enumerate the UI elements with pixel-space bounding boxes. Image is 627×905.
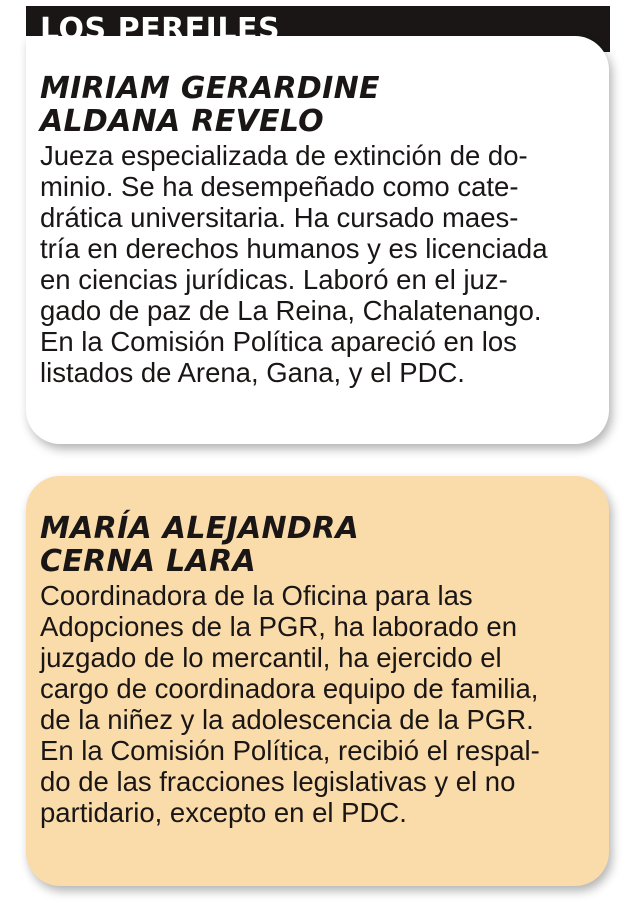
bio-line: en ciencias jurídicas. Laboró en el juz- [40,264,508,295]
profile-name [40,72,585,138]
bio-line: cargo de coordinadora equipo de familia, [40,673,539,704]
bio-line: de la niñez y la adolescencia de la PGR. [40,704,534,735]
bio-line: drática universitaria. Ha cursado maes- [40,202,519,233]
bio-line: minio. Se ha desempeñado como cate- [40,171,519,202]
bio-line: Jueza especializada de extinción de do- [40,140,528,171]
bio-line: juzgado de lo mercantil, ha ejercido el [40,642,502,673]
bio-line: Coordinadora de la Oficina para las [40,580,473,611]
profile-name-line: MIRIAM GERARDINE [40,71,380,106]
section-title: LOS PERFILES [40,12,281,47]
bio-line: listados de Arena, Gana, y el PDC. [40,357,465,388]
profile-name-line: ALDANA REVELO [40,104,324,139]
profile-bio [40,580,585,828]
profile-card-2 [26,476,609,886]
profile-name-line: MARÍA ALEJANDRA [40,511,360,546]
profile-bio [40,140,585,388]
profile-card-1 [26,36,609,444]
bio-line: tría en derechos humanos y es licenciada [40,233,548,264]
bio-line: En la Comisión Política apareció en los [40,326,517,357]
bio-line: do de las fracciones legislativas y el no [40,766,516,797]
bio-line: partidario, excepto en el PDC. [40,797,407,828]
bio-line: Adopciones de la PGR, ha laborado en [40,611,517,642]
profile-name-line: CERNA LARA [40,544,257,579]
profile-name [40,512,585,578]
bio-line: En la Comisión Política, recibió el respal- [40,735,540,766]
bio-line: gado de paz de La Reina, Chalatenango. [40,295,542,326]
